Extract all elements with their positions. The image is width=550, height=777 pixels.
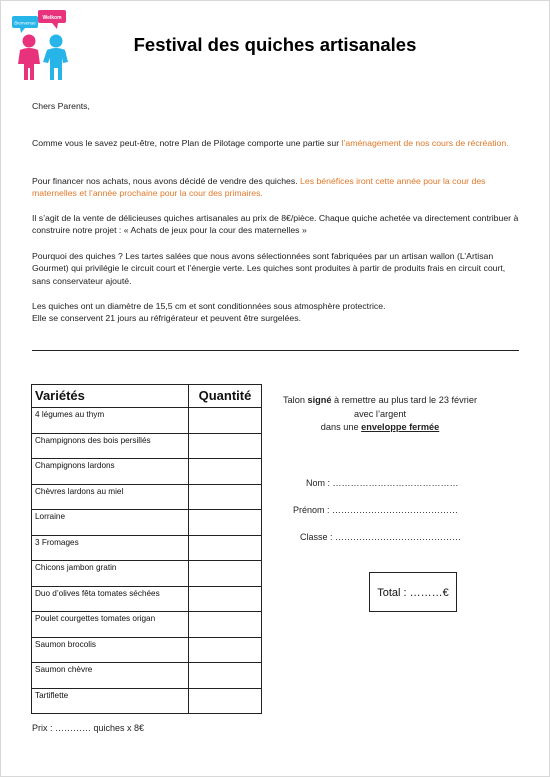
- paragraph-conservation: [32, 300, 522, 325]
- quantity-cell[interactable]: [189, 561, 262, 587]
- paragraph-plan-pilotage: [32, 137, 522, 149]
- table-row: [32, 612, 262, 638]
- school-logo: [12, 10, 76, 84]
- variety-cell: 3 Fromages: [32, 535, 189, 561]
- talon-text: Talon: [282, 395, 308, 405]
- paragraph-pourquoi: Pourquoi des quiches ? Les tartes salées que nous avons sélectionnées sont fabriquées par un artisan wallon (L’Artisan Gourmet) qui privilégie le circuit court et l’énergie verte. Les quiches sont produites à partir de produits frais en circuit court, sans conservateur ajouté.: [32, 251, 506, 286]
- quantity-cell[interactable]: [189, 663, 262, 689]
- header-quantity: Quantité: [189, 385, 262, 408]
- paragraph-financement: [32, 175, 522, 200]
- table-row: [32, 688, 262, 714]
- variety-cell: 4 légumes au thym: [32, 408, 189, 434]
- classe-field[interactable]: Classe : ……………………………………: [300, 532, 462, 542]
- table-row: [32, 561, 262, 587]
- order-table: [31, 384, 262, 714]
- table-header-row: [32, 385, 262, 408]
- variety-cell: Saumon chèvre: [32, 663, 189, 689]
- quantity-cell[interactable]: [189, 484, 262, 510]
- header-variety: Variétés: [32, 385, 189, 408]
- variety-cell: Chèvres lardons au miel: [32, 484, 189, 510]
- variety-cell: Duo d’olives fêta tomates séchées: [32, 586, 189, 612]
- talon-signed: signé: [307, 395, 332, 405]
- prenom-field[interactable]: Prénom : ……………………………………: [293, 505, 459, 515]
- talon-text: à remettre au plus tard le 23 février: [331, 395, 478, 405]
- cut-line-divider: [32, 350, 519, 351]
- table-row: [32, 484, 262, 510]
- table-row: [32, 586, 262, 612]
- quantity-cell[interactable]: [189, 637, 262, 663]
- variety-cell: Tartiflette: [32, 688, 189, 714]
- variety-cell: Lorraine: [32, 510, 189, 536]
- highlighted-text: Les bénéfices iront cette année pour la cour des maternelles et l’année prochaine pour la cour des primaires.: [32, 176, 486, 199]
- bubble-right-text: Welkom: [42, 15, 62, 21]
- greeting: Chers Parents,: [32, 101, 90, 111]
- variety-cell: Poulet courgettes tomates origan: [32, 612, 189, 638]
- paragraph-text: Comme vous le savez peut-être, notre Plan de Pilotage comporte une partie sur: [32, 138, 342, 148]
- quantity-cell[interactable]: [189, 408, 262, 434]
- quantity-cell[interactable]: [189, 535, 262, 561]
- table-row: [32, 510, 262, 536]
- highlighted-text: l’aménagement de nos cours de récréation.: [341, 138, 509, 148]
- variety-cell: Chicons jambon gratin: [32, 561, 189, 587]
- total-box[interactable]: Total : ………€: [369, 572, 457, 612]
- quantity-cell[interactable]: [189, 510, 262, 536]
- talon-line-1: [270, 394, 490, 408]
- quantity-cell[interactable]: [189, 688, 262, 714]
- paragraph-text: Pour financer nos achats, nous avons décidé de vendre des quiches.: [32, 176, 301, 186]
- table-row: [32, 433, 262, 459]
- variety-cell: Champignons des bois persillés: [32, 433, 189, 459]
- paragraph-line: Les quiches ont un diamètre de 15,5 cm et sont conditionnées sous atmosphère protectrice.: [32, 301, 386, 311]
- talon-envelope: enveloppe fermée: [361, 422, 440, 432]
- talon-line-2: avec l’argent: [353, 408, 407, 419]
- talon-instructions: [270, 394, 490, 435]
- quantity-cell[interactable]: [189, 459, 262, 485]
- paragraph-line: Elle se conservent 21 jours au réfrigérateur et peuvent être surgelées.: [32, 313, 301, 324]
- quantity-cell[interactable]: [189, 586, 262, 612]
- quantity-cell[interactable]: [189, 612, 262, 638]
- quantity-cell[interactable]: [189, 433, 262, 459]
- table-row: [32, 408, 262, 434]
- page-title: Festival des quiches artisanales: [133, 34, 417, 55]
- variety-cell: Champignons lardons: [32, 459, 189, 485]
- variety-cell: Saumon brocolis: [32, 637, 189, 663]
- bubble-left-text: Bienvenue: [14, 20, 36, 26]
- table-row: [32, 663, 262, 689]
- talon-line-3: [270, 421, 490, 435]
- prix-line: Prix : ………… quiches x 8€: [32, 723, 145, 733]
- paragraph-prix: Il s’agit de la vente de délicieuses quiches artisanales au prix de 8€/pièce. Chaque quiche achetée va directement contribuer à construire notre projet : « Achats de jeux pour la cour des maternelles »: [32, 213, 519, 236]
- table-row: [32, 459, 262, 485]
- table-row: [32, 637, 262, 663]
- table-row: [32, 535, 262, 561]
- talon-text: dans une: [320, 422, 362, 432]
- nom-field[interactable]: Nom : ……………………………………: [306, 478, 459, 488]
